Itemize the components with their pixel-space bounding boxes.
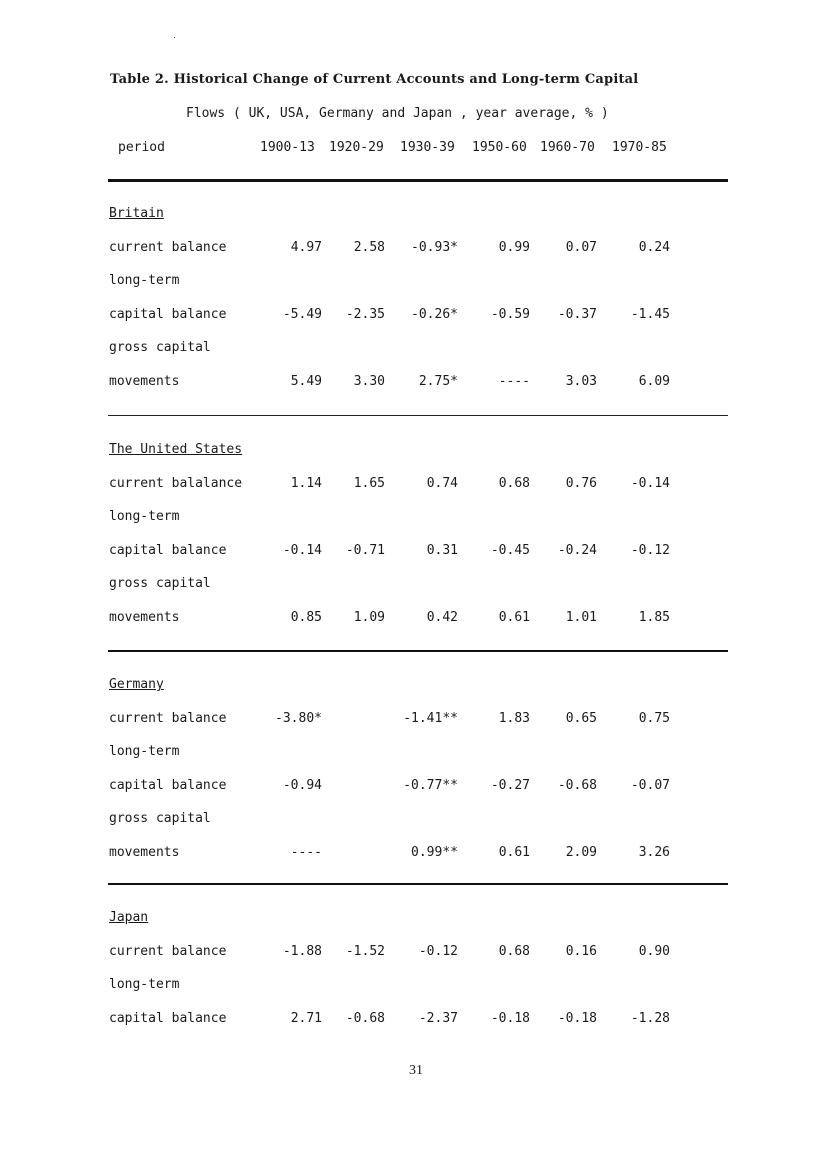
- table-cell: 2.71: [290, 1010, 322, 1026]
- col-header-1920-29: 1920-29: [329, 140, 384, 155]
- table-cell: 0.99: [498, 239, 530, 255]
- table-cell: 0.99**: [411, 845, 458, 860]
- col-header-1930-39: 1930-39: [400, 140, 455, 155]
- table-cell: 1.01: [565, 610, 597, 625]
- table-cell: -0.94: [282, 777, 322, 793]
- table-cell: 3.26: [638, 845, 670, 860]
- row-label: movements: [109, 374, 180, 389]
- row-label: gross capital: [109, 811, 211, 827]
- table-cell: 0.42: [426, 610, 458, 625]
- table-cell: -0.71: [345, 542, 385, 558]
- table-cell: 0.24: [638, 239, 670, 255]
- period-header: period: [118, 140, 165, 155]
- row-label: current balance: [109, 239, 227, 255]
- row-label: long-term: [109, 509, 180, 525]
- scan-speck: [174, 37, 175, 38]
- row-label: capital balance: [109, 777, 227, 793]
- row-label: current balance: [109, 710, 227, 726]
- table-cell: 2.58: [353, 239, 385, 255]
- table-cell: -0.14: [282, 542, 322, 558]
- row-label: long-term: [109, 273, 180, 289]
- table-cell: 1.83: [498, 710, 530, 726]
- table-cell: -1.45: [630, 306, 670, 322]
- section-divider: [108, 650, 728, 652]
- table-cell: -0.68: [557, 777, 597, 793]
- table-cell: -0.68: [345, 1010, 385, 1026]
- table-cell: -0.18: [490, 1010, 530, 1026]
- table-cell: 0.68: [498, 943, 530, 959]
- section-heading: Japan: [109, 910, 149, 925]
- row-label: current balalance: [109, 475, 243, 491]
- row-label: capital balance: [109, 1010, 227, 1026]
- table-cell: 0.90: [638, 943, 670, 959]
- table-cell: 0.65: [565, 710, 597, 726]
- table-cell: -1.28: [630, 1010, 670, 1026]
- row-label: long-term: [109, 977, 180, 993]
- table-cell: 4.97: [290, 239, 322, 255]
- table-subtitle: Flows ( UK, USA, Germany and Japan , year average, % ): [186, 106, 609, 121]
- section-heading: Britain: [109, 206, 164, 221]
- table-cell: -0.18: [557, 1010, 597, 1026]
- table-cell: -3.80*: [275, 710, 322, 726]
- col-header-1970-85: 1970-85: [612, 140, 667, 155]
- row-label: gross capital: [109, 576, 211, 592]
- section-heading: Germany: [109, 677, 164, 692]
- row-label: movements: [109, 610, 180, 625]
- row-label: long-term: [109, 744, 180, 760]
- row-label: movements: [109, 845, 180, 860]
- col-header-1950-60: 1950-60: [472, 140, 527, 155]
- table-cell: -0.27: [490, 777, 530, 793]
- row-label: gross capital: [109, 340, 211, 356]
- table-cell: -1.41**: [403, 710, 458, 726]
- table-title: Table 2. Historical Change of Current Accounts and Long-term Capital: [110, 72, 639, 87]
- table-cell: 0.61: [498, 845, 530, 860]
- table-cell: 0.68: [498, 475, 530, 491]
- header-rule: [108, 179, 728, 182]
- section-divider: [108, 883, 728, 885]
- table-cell: -5.49: [282, 306, 322, 322]
- table-cell: -0.45: [490, 542, 530, 558]
- table-cell: 3.30: [353, 374, 385, 389]
- row-label: capital balance: [109, 306, 227, 322]
- table-cell: 0.75: [638, 710, 670, 726]
- table-cell: -1.52: [345, 943, 385, 959]
- table-cell: -0.26*: [411, 306, 458, 322]
- table-cell: 0.61: [498, 610, 530, 625]
- table-cell: 0.07: [565, 239, 597, 255]
- row-label: capital balance: [109, 542, 227, 558]
- table-cell: ----: [290, 845, 322, 860]
- table-cell: -0.12: [630, 542, 670, 558]
- table-cell: -0.24: [557, 542, 597, 558]
- table-cell: -0.59: [490, 306, 530, 322]
- table-cell: -0.37: [557, 306, 597, 322]
- table-cell: -2.35: [345, 306, 385, 322]
- table-cell: 0.76: [565, 475, 597, 491]
- col-header-1960-70: 1960-70: [540, 140, 595, 155]
- table-cell: 1.09: [353, 610, 385, 625]
- table-cell: -0.93*: [411, 239, 458, 255]
- row-label: current balance: [109, 943, 227, 959]
- table-cell: -0.14: [630, 475, 670, 491]
- table-cell: 5.49: [290, 374, 322, 389]
- section-heading: The United States: [109, 442, 243, 457]
- table-cell: 0.85: [290, 610, 322, 625]
- table-cell: 2.09: [565, 845, 597, 860]
- table-cell: 0.16: [565, 943, 597, 959]
- table-cell: -2.37: [418, 1010, 458, 1026]
- section-divider: [108, 415, 728, 416]
- col-header-1900-13: 1900-13: [260, 140, 315, 155]
- page-number: 31: [409, 1063, 423, 1078]
- table-cell: -0.12: [418, 943, 458, 959]
- table-cell: 1.85: [638, 610, 670, 625]
- table-cell: 3.03: [565, 374, 597, 389]
- table-cell: 1.65: [353, 475, 385, 491]
- table-cell: 6.09: [638, 374, 670, 389]
- table-cell: -0.07: [630, 777, 670, 793]
- table-cell: 0.74: [426, 475, 458, 491]
- table-cell: 2.75*: [418, 374, 458, 389]
- table-cell: -0.77**: [403, 777, 458, 793]
- table-cell: 1.14: [290, 475, 322, 491]
- table-cell: ----: [498, 374, 530, 389]
- table-cell: -1.88: [282, 943, 322, 959]
- table-cell: 0.31: [426, 542, 458, 558]
